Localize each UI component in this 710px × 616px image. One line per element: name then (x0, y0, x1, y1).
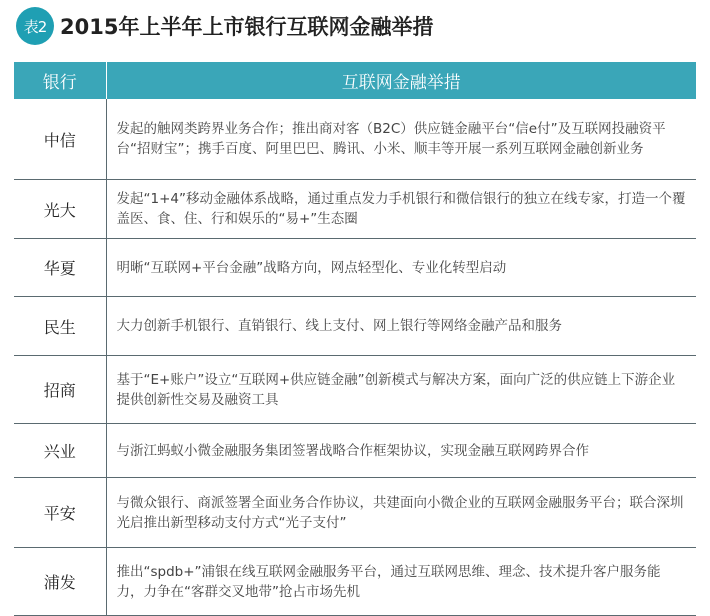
title-bar (16, 6, 433, 46)
table-row (14, 356, 696, 424)
bank-name-cell: 浦发 (14, 548, 106, 616)
column-header-measures: 互联网金融举措 (106, 62, 696, 99)
bank-name-cell: 中信 (14, 99, 106, 180)
bank-name-cell: 招商 (14, 356, 106, 424)
page-title: 2015年上半年上市银行互联网金融举措 (60, 15, 434, 39)
bank-name-cell: 华夏 (14, 239, 106, 297)
table-row (14, 99, 696, 180)
bank-name-cell: 民生 (14, 297, 106, 356)
measure-cell: 基于“E+账户”设立“互联网+供应链金融”创新模式与解决方案，面向广泛的供应链上下游企业提供创新性交易及融资工具 (106, 356, 696, 424)
column-header-bank: 银行 (14, 62, 106, 99)
table-row (14, 239, 696, 297)
bank-name-cell: 光大 (14, 180, 106, 239)
measure-cell: 与浙江蚂蚁小微金融服务集团签署战略合作框架协议，实现金融互联网跨界合作 (106, 424, 696, 478)
table-header-row (14, 62, 696, 99)
measure-cell: 与微众银行、商派签署全面业务合作协议，共建面向小微企业的互联网金融服务平台；联合深圳光启推出新型移动支付方式“光子支付” (106, 478, 696, 548)
table-row (14, 180, 696, 239)
table-row (14, 424, 696, 478)
measure-cell: 大力创新手机银行、直销银行、线上支付、网上银行等网络金融产品和服务 (106, 297, 696, 356)
measures-table (14, 62, 696, 616)
measure-cell: 发起的触网类跨界业务合作；推出商对客（B2C）供应链金融平台“信e付”及互联网投融资平台“招财宝”；携手百度、阿里巴巴、腾讯、小米、顺丰等开展一系列互联网金融创新业务 (106, 99, 696, 180)
table-row (14, 548, 696, 616)
bank-name-cell: 兴业 (14, 424, 106, 478)
measure-cell: 推出“spdb+”浦银在线互联网金融服务平台，通过互联网思维、理念、技术提升客户服务能力，力争在“客群交叉地带”抢占市场先机 (106, 548, 696, 616)
table-row (14, 297, 696, 356)
measure-cell: 发起“1+4”移动金融体系战略，通过重点发力手机银行和微信银行的独立在线专家，打造一个覆盖医、食、住、行和娱乐的“易+”生态圈 (106, 180, 696, 239)
table-row (14, 478, 696, 548)
bank-name-cell: 平安 (14, 478, 106, 548)
measure-cell: 明晰“互联网+平台金融”战略方向，网点轻型化、专业化转型启动 (106, 239, 696, 297)
table-number-badge: 表2 (16, 7, 54, 45)
